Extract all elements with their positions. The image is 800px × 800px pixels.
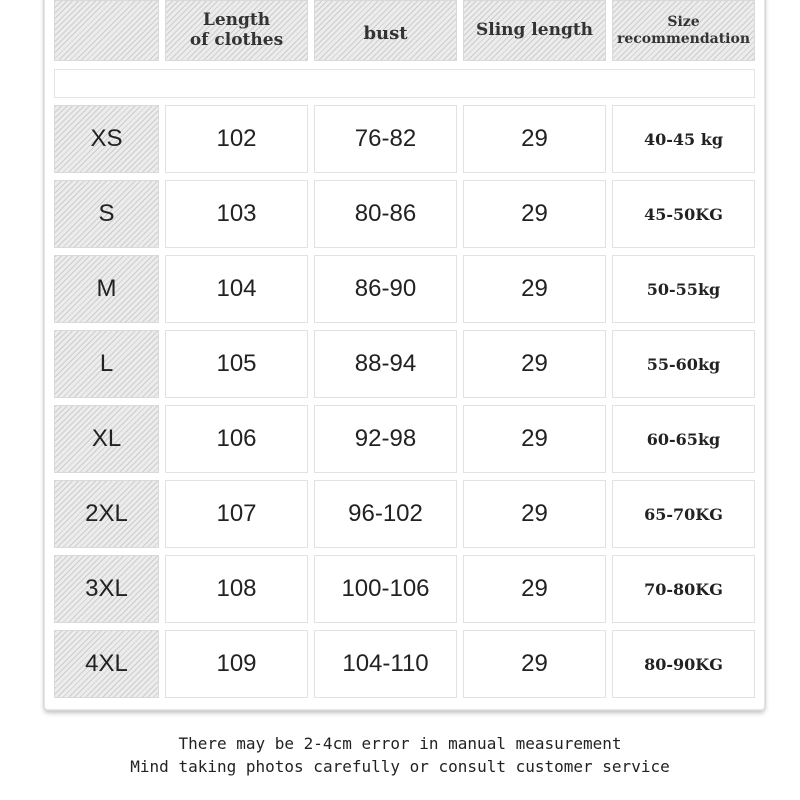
- sling-length-value: 29: [521, 500, 548, 527]
- sling-length-cell: [463, 630, 606, 698]
- size-recommendation-cell: [612, 480, 755, 548]
- bust-cell: [314, 555, 457, 623]
- size-label-value: M: [96, 275, 117, 302]
- size-label-cell: [54, 180, 159, 248]
- size-recommendation-value: 60-65kg: [646, 429, 721, 449]
- length-cell: [165, 255, 308, 323]
- length-value: 108: [216, 575, 257, 602]
- length-cell: [165, 405, 308, 473]
- size-label-cell: [54, 255, 159, 323]
- size-recommendation-value: 70-80KG: [644, 579, 723, 599]
- header-sling-label: Sling length: [475, 19, 594, 40]
- size-label-value: S: [98, 200, 115, 227]
- length-cell: [165, 630, 308, 698]
- size-label-value: XS: [90, 125, 123, 152]
- header-recommendation-label: Size recommendation: [616, 14, 751, 47]
- bust-cell: [314, 405, 457, 473]
- length-cell: [165, 555, 308, 623]
- size-label-cell: [54, 405, 159, 473]
- sling-length-value: 29: [521, 425, 548, 452]
- length-cell: [165, 180, 308, 248]
- bust-value: 96-102: [348, 500, 423, 527]
- size-label-cell: [54, 480, 159, 548]
- length-value: 109: [216, 650, 257, 677]
- size-recommendation-value: 45-50KG: [644, 204, 723, 224]
- sling-length-cell: [463, 105, 606, 173]
- sling-length-value: 29: [521, 575, 548, 602]
- size-recommendation-cell: [612, 405, 755, 473]
- bust-cell: [314, 180, 457, 248]
- bust-cell: [314, 480, 457, 548]
- size-label-value: XL: [91, 425, 122, 452]
- sling-length-cell: [463, 555, 606, 623]
- sling-length-value: 29: [521, 200, 548, 227]
- bust-value: 88-94: [354, 350, 417, 377]
- measurement-note: There may be 2-4cm error in manual measurement: [178, 734, 622, 753]
- length-cell: [165, 105, 308, 173]
- size-label-cell: [54, 330, 159, 398]
- size-recommendation-value: 65-70KG: [644, 504, 723, 524]
- sling-length-cell: [463, 480, 606, 548]
- size-label-value: L: [99, 350, 114, 377]
- header-size-recommendation: [612, 0, 755, 61]
- sling-length-value: 29: [521, 125, 548, 152]
- size-recommendation-cell: [612, 255, 755, 323]
- size-recommendation-value: 80-90KG: [644, 654, 723, 674]
- sling-length-value: 29: [521, 275, 548, 302]
- header-bust: [314, 0, 457, 61]
- header-sling-length: [463, 0, 606, 61]
- bust-value: 76-82: [354, 125, 417, 152]
- sling-length-cell: [463, 180, 606, 248]
- bust-value: 92-98: [354, 425, 417, 452]
- size-recommendation-value: 55-60kg: [646, 354, 721, 374]
- size-label-value: 2XL: [85, 500, 128, 527]
- sling-length-cell: [463, 330, 606, 398]
- header-length-label: Length of clothes: [189, 9, 284, 50]
- bust-cell: [314, 255, 457, 323]
- length-cell: [165, 480, 308, 548]
- size-label-cell: [54, 630, 159, 698]
- bust-cell: [314, 630, 457, 698]
- size-label-value: 4XL: [85, 650, 128, 677]
- sling-length-cell: [463, 405, 606, 473]
- sling-length-value: 29: [521, 350, 548, 377]
- size-recommendation-value: 40-45 kg: [643, 129, 723, 149]
- header-corner-cell: [54, 0, 159, 61]
- bust-value: 80-86: [354, 200, 417, 227]
- size-recommendation-cell: [612, 330, 755, 398]
- length-cell: [165, 330, 308, 398]
- length-value: 103: [216, 200, 257, 227]
- header-bust-label: bust: [363, 23, 408, 45]
- size-recommendation-cell: [612, 180, 755, 248]
- sling-length-cell: [463, 255, 606, 323]
- size-recommendation-value: 50-55kg: [646, 279, 721, 299]
- length-value: 106: [216, 425, 257, 452]
- length-value: 107: [216, 500, 257, 527]
- bust-value: 86-90: [354, 275, 417, 302]
- size-recommendation-cell: [612, 555, 755, 623]
- bust-value: 100-106: [341, 575, 430, 602]
- sling-length-value: 29: [521, 650, 548, 677]
- bust-value: 104-110: [342, 650, 429, 677]
- size-label-cell: [54, 555, 159, 623]
- size-recommendation-cell: [612, 105, 755, 173]
- length-value: 102: [216, 125, 257, 152]
- service-note: Mind taking photos carefully or consult customer service: [130, 757, 670, 776]
- bust-cell: [314, 330, 457, 398]
- header-spacer-row: [54, 69, 755, 98]
- length-value: 104: [216, 275, 257, 302]
- bust-cell: [314, 105, 457, 173]
- length-value: 105: [216, 350, 257, 377]
- header-length: [165, 0, 308, 61]
- size-label-cell: [54, 105, 159, 173]
- size-recommendation-cell: [612, 630, 755, 698]
- size-label-value: 3XL: [85, 575, 128, 602]
